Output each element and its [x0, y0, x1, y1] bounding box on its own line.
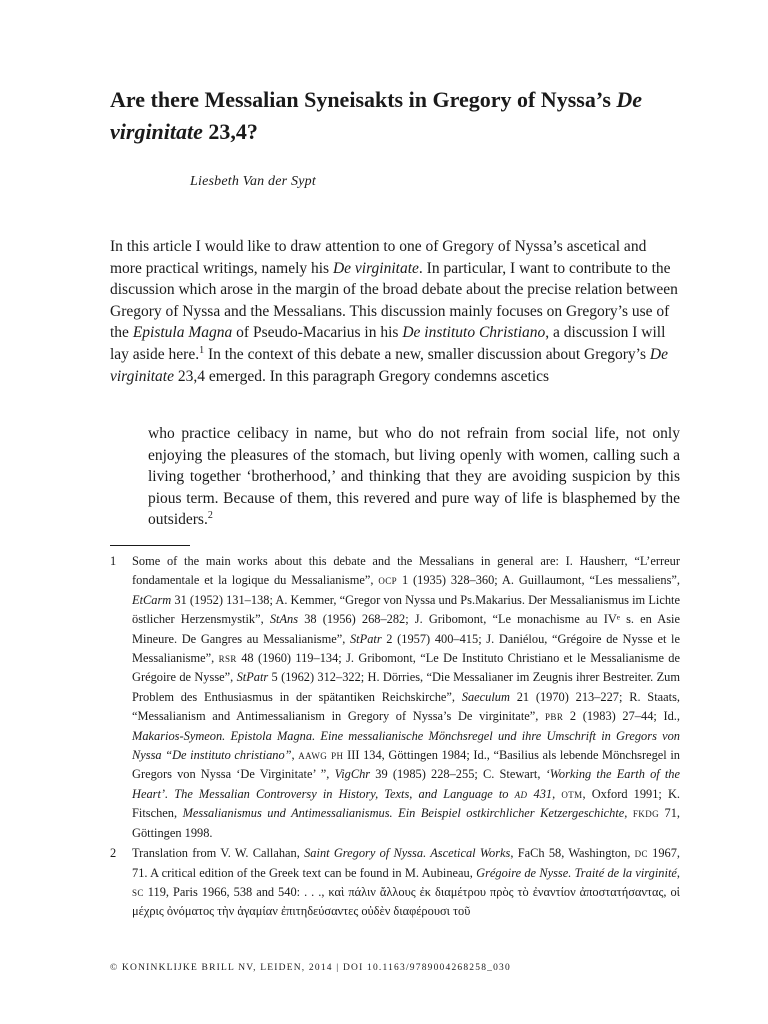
fn-abbrev: rsr — [218, 651, 237, 666]
fn-text: Translation from V. W. Callahan, — [132, 846, 305, 861]
fn-abbrev: dc — [634, 846, 648, 861]
fn-text: 5 (1962) 312–322; H. Dörries, “Die Messalianer im Zeugnis ihrer Bestreiter. Zum Problem des Enthusiasmus in der spätantiken Reichskirche”, — [132, 670, 680, 704]
fn-text: , — [552, 786, 562, 801]
fn-abbrev: ocp — [378, 573, 398, 588]
fn-text: 39 (1985) 228–255; C. Stewart, — [370, 767, 546, 782]
fn-text: 48 (1960) 119–134; J. Gribomont, “Le De Instituto Christiano et le Messalianisme de Grégoire de Nysse”, — [132, 651, 681, 685]
block-quote — [148, 423, 680, 531]
fn-abbrev: fkdg — [632, 806, 659, 821]
fn-italic: StAns — [269, 612, 299, 627]
body-text: In this article I would like to draw attention to one of Gregory of Nyssa’s ascetical and more practical writings, namely his — [110, 238, 647, 277]
fn-abbrev: pbr — [545, 709, 564, 724]
article-title — [110, 84, 670, 148]
footnote-number: 1 — [110, 554, 117, 568]
fn-text: , — [291, 748, 299, 763]
fn-text: 2 (1983) 27–44; Id., — [563, 709, 680, 724]
fn-abbrev: otm — [561, 786, 583, 801]
fn-italic: Saint Gregory of Nyssa. Ascetical Works — [304, 846, 511, 861]
fn-italic: Makarios-Symeon. Epistola Magna. Eine messalianische Mönchsregel und ihre Umschrift in Gregors von Nyssa “De instituto christiano” — [132, 728, 680, 763]
fn-abbrev: aawg ph — [298, 748, 344, 763]
title-text: Are there Messalian Syneisakts in Gregory of Nyssa’s — [110, 87, 617, 112]
fn-text: , FaCh 58, Washington, — [510, 846, 635, 861]
fn-italic: StPatr — [349, 631, 382, 646]
fn-text: Some of the main works about this debate and the Messalians in general are: I. Hausherr, “L’erreur fondamentale et la logique du Messalianisme”, — [132, 554, 680, 588]
fn-text: 1 (1935) 328–360; A. Guillaumont, “Les messaliens”, — [397, 573, 680, 588]
body-italic: Epistula Magna — [132, 324, 233, 342]
body-text: 23,4 emerged. In this paragraph Gregory condemns ascetics — [174, 367, 550, 385]
body-text: . In particular, I want to contribute to the discussion which arose in the margin of the broad debate about the precise relation between Gregory of Nyssa and the Messalians. This discussion mainly focuses on Gregory’s use of the — [110, 259, 678, 342]
footnotes — [110, 552, 680, 922]
fn-text: , Oxford 1991; K. Fitschen, — [132, 786, 680, 821]
fn-text: 31 (1952) 131–138; A. Kemmer, “Gregor von Nyssa und Ps.Makarius. Der Messalianismus im Lichte östlicher Herzensmystik”, — [132, 592, 680, 627]
fn-italic: 431 — [527, 786, 553, 801]
quote-text: who practice celibacy in name, but who do not refrain from social life, not only enjoying the pleasures of the stomach, but living openly with women, calling such a living together ‘brotherhood,’ and thinking that they are avoiding suspicion by this pious term. Because of them, this revered and pure way of life is blasphemed by the outsiders. — [148, 425, 680, 529]
fn-italic: VigChr — [334, 767, 371, 782]
body-text: , a discussion I will lay aside here. — [110, 324, 666, 363]
fn-text: 2 (1957) 400–415; J. Daniélou, “Grégoire de Nysse et le Messalianisme”, — [132, 631, 680, 666]
footnote-ref[interactable]: 1 — [199, 344, 205, 356]
body-italic: De instituto Christiano — [402, 324, 546, 342]
fn-italic: StPatr — [236, 670, 269, 685]
body-italic: De virginitate — [110, 345, 668, 385]
author-name: Liesbeth Van der Sypt — [190, 174, 316, 189]
footnote-2 — [110, 844, 680, 922]
fn-abbrev: ad — [514, 786, 528, 801]
fn-text: 21 (1970) 213–227; R. Staats, “Messalianism and Antimessalianism in Gregory of Nyssa’s De virginitate”, — [132, 689, 681, 724]
fn-text: , — [676, 865, 680, 880]
fn-text: , — [624, 806, 633, 821]
body-text: of Pseudo-Macarius in his — [232, 324, 403, 342]
fn-text: 119, Paris 1966, 538 and 540: . . ., καὶ πάλιν ἄλλους ἐκ διαμέτρου πρὸς τὸ ἐναντίον ἀποστατήσαντας, οἱ μέχρις ὀνόματος τὴν ἀγαμίαν ἐπιτηδεύσαντες οὐδὲν διαφέρουσι τοῦ — [132, 884, 680, 919]
fn-text: III 134, Göttingen 1984; Id., “Basilius als lebende Mönchsregel in Gregors von Nyssa ‘De Virginitate’ ”, — [132, 748, 680, 782]
footnote-number: 2 — [110, 846, 117, 861]
fn-text: 1967, 71. A critical edition of the Greek text can be found in M. Aubineau, — [132, 846, 681, 880]
footnote-ref[interactable]: 2 — [207, 510, 213, 522]
fn-italic: EtCarm — [132, 592, 172, 607]
body-text: In the context of this debate a new, smaller discussion about Gregory’s — [204, 345, 650, 363]
title-italic-text: De virginitate — [110, 87, 643, 144]
fn-italic: ‘Working the Earth of the Heart’. The Messalian Controversy in History, Texts, and Language to — [132, 767, 680, 801]
body-paragraph — [110, 236, 680, 387]
fn-italic: Saeculum — [461, 689, 510, 704]
copyright-footer: © KONINKLIJKE BRILL NV, LEIDEN, 2014 | DOI 10.1163/9789004268258_030 — [110, 963, 511, 973]
fn-text: 71, Göttingen 1998. — [132, 806, 680, 840]
title-text-end: 23,4? — [202, 119, 258, 144]
fn-italic: Messalianismus und Antimessalianismus. Ein Beispiel ostkirchlicher Ketzergeschichte — [182, 806, 625, 821]
fn-abbrev: sc — [132, 884, 144, 899]
fn-italic: Grégoire de Nysse. Traité de la virginité — [476, 865, 677, 880]
footnote-divider — [110, 545, 190, 546]
footnote-1 — [110, 552, 680, 843]
body-italic: De virginitate — [332, 259, 419, 277]
fn-text: 38 (1956) 268–282; J. Gribomont, “Le monachisme au IVᵉ s. en Asie Mineure. De Gangres au Messalianisme”, — [132, 612, 680, 646]
